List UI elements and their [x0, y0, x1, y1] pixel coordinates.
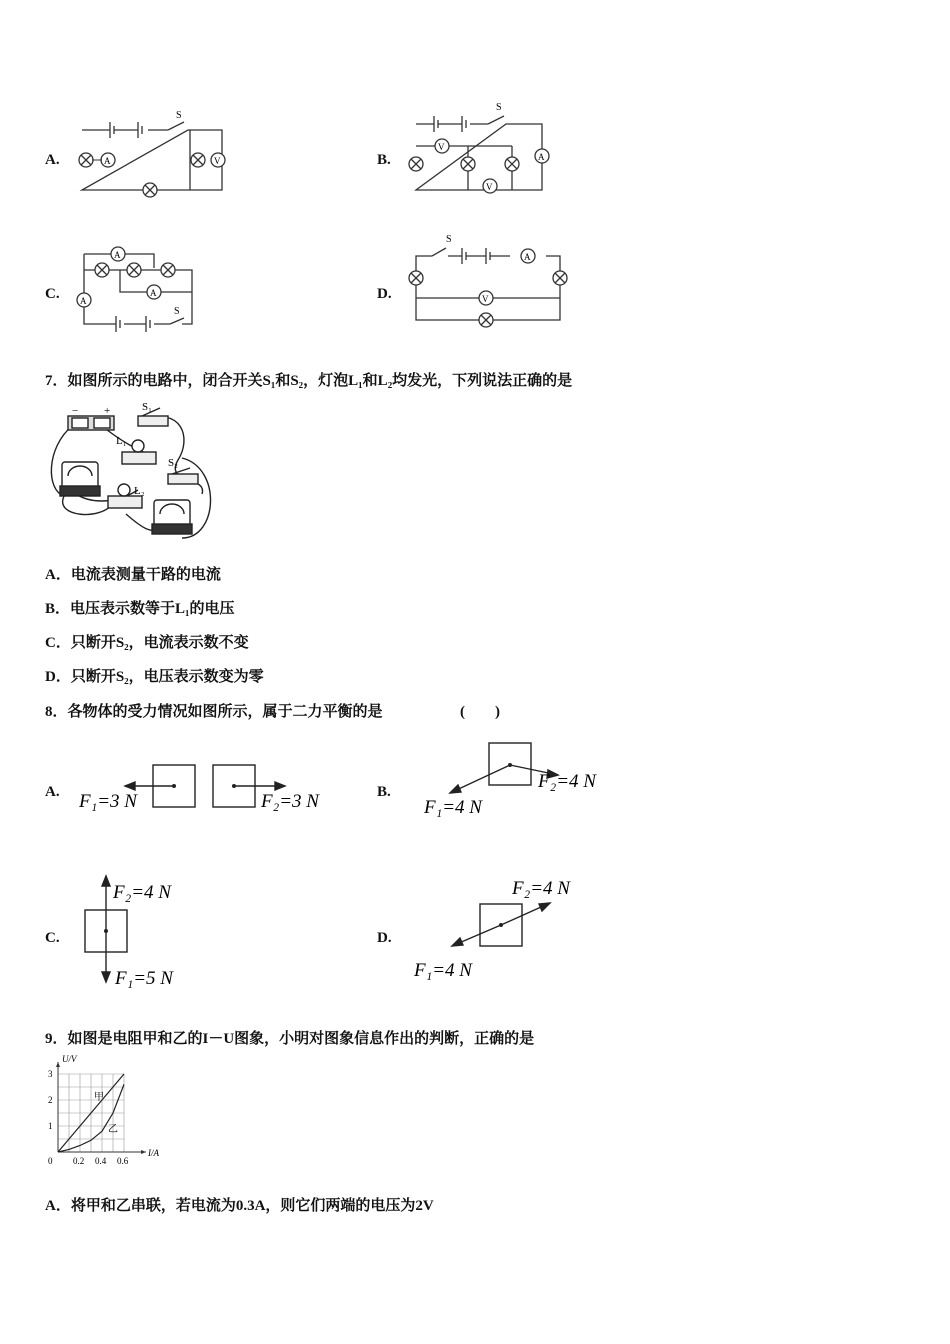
q8-figure-b	[420, 735, 620, 825]
ammeter-symbol: A	[538, 152, 545, 162]
q8-c-f1: F₁=5 N	[115, 968, 173, 989]
ammeter-symbol: A	[150, 288, 157, 298]
switch-symbol: S	[174, 306, 180, 317]
q7-option-c: C．只断开S₂，电流表示数不变	[45, 635, 249, 651]
chart-labels	[48, 1054, 159, 1164]
q9-iu-chart	[40, 1052, 170, 1164]
q6-circuit-d	[400, 230, 580, 334]
q9-stem: 9．如图是电阻甲和乙的I－U图象，小明对图象信息作出的判断，正确的是	[45, 1031, 535, 1047]
q8-b-f1: F₁=4 N	[424, 797, 482, 818]
q6-circuit-a	[70, 108, 240, 200]
q6-circuit-b	[400, 98, 560, 202]
voltmeter-symbol: V	[214, 156, 221, 166]
q8-a-f2: F₂=3 N	[261, 791, 319, 812]
q8-figure-a	[75, 755, 345, 820]
l2-label: L₂	[134, 485, 145, 497]
q6-option-d-letter: D.	[377, 286, 392, 302]
origin-label: 0	[48, 1156, 53, 1164]
x-axis-label: I/A	[148, 1148, 159, 1158]
q8-option-c-letter: C.	[45, 930, 60, 946]
x-tick-label: 0.6	[117, 1156, 129, 1164]
l1-label: L₁	[116, 435, 127, 447]
q8-d-f1: F₁=4 N	[414, 960, 472, 981]
battery-minus-label: −	[72, 405, 79, 417]
x-tick-label: 0.2	[73, 1156, 85, 1164]
q8-a-f1: F₁=3 N	[79, 791, 137, 812]
s2-label: S₂	[168, 457, 178, 469]
q9-option-a: A．将甲和乙串联，若电流为0.3A，则它们两端的电压为2V	[45, 1198, 434, 1214]
series-label: 乙	[108, 1124, 118, 1135]
voltmeter-symbol: V	[486, 182, 493, 192]
q8-option-a-letter: A.	[45, 784, 60, 800]
switch-symbol: S	[176, 110, 182, 121]
q7-stem: 7．如图所示的电路中，闭合开关S₁和S₂，灯泡L₁和L₂均发光，下列说法正确的是	[45, 373, 573, 389]
x-tick-label: 0.4	[95, 1156, 107, 1164]
q8-b-f2: F₂=4 N	[538, 771, 596, 792]
y-tick-label: 3	[48, 1069, 53, 1079]
voltmeter-symbol: V	[482, 294, 489, 304]
q8-option-d-letter: D.	[377, 930, 392, 946]
ammeter-symbol: A	[114, 250, 121, 260]
q8-option-b-letter: B.	[377, 784, 391, 800]
y-tick-label: 2	[48, 1095, 53, 1105]
y-axis-label: U/V	[62, 1054, 77, 1064]
y-tick-label: 1	[48, 1121, 53, 1131]
y-axis-arrow	[56, 1062, 60, 1067]
voltmeter-symbol: V	[438, 142, 445, 152]
q8-answer-paren: ( )	[460, 704, 500, 720]
q6-option-b-letter: B.	[377, 152, 391, 168]
x-axis-arrow	[141, 1150, 146, 1154]
series-label: 甲	[94, 1092, 104, 1103]
switch-symbol: S	[446, 234, 452, 245]
switch-symbol: S	[496, 102, 502, 113]
q6-option-c-letter: C.	[45, 286, 60, 302]
q8-figure-d	[410, 872, 610, 987]
ammeter-symbol: A	[104, 156, 111, 166]
ammeter-symbol: A	[524, 252, 531, 262]
battery-plus-label: +	[104, 405, 111, 417]
q8-c-f2: F₂=4 N	[113, 882, 171, 903]
q8-figure-c	[75, 870, 215, 990]
q8-d-f2: F₂=4 N	[512, 878, 570, 899]
ammeter-symbol: A	[80, 296, 87, 306]
s1-label: S₁	[142, 401, 152, 413]
q7-circuit-figure	[42, 398, 222, 544]
q7-option-a: A．电流表测量干路的电流	[45, 567, 221, 583]
q6-option-a-letter: A.	[45, 152, 60, 168]
q8-stem: 8．各物体的受力情况如图所示，属于二力平衡的是	[45, 704, 383, 720]
q6-circuit-c	[70, 240, 210, 336]
q7-option-d: D．只断开S₂，电压表示数变为零	[45, 669, 264, 685]
q7-option-b: B．电压表示数等于L₁的电压	[45, 601, 235, 617]
chart-axes	[56, 1062, 146, 1154]
